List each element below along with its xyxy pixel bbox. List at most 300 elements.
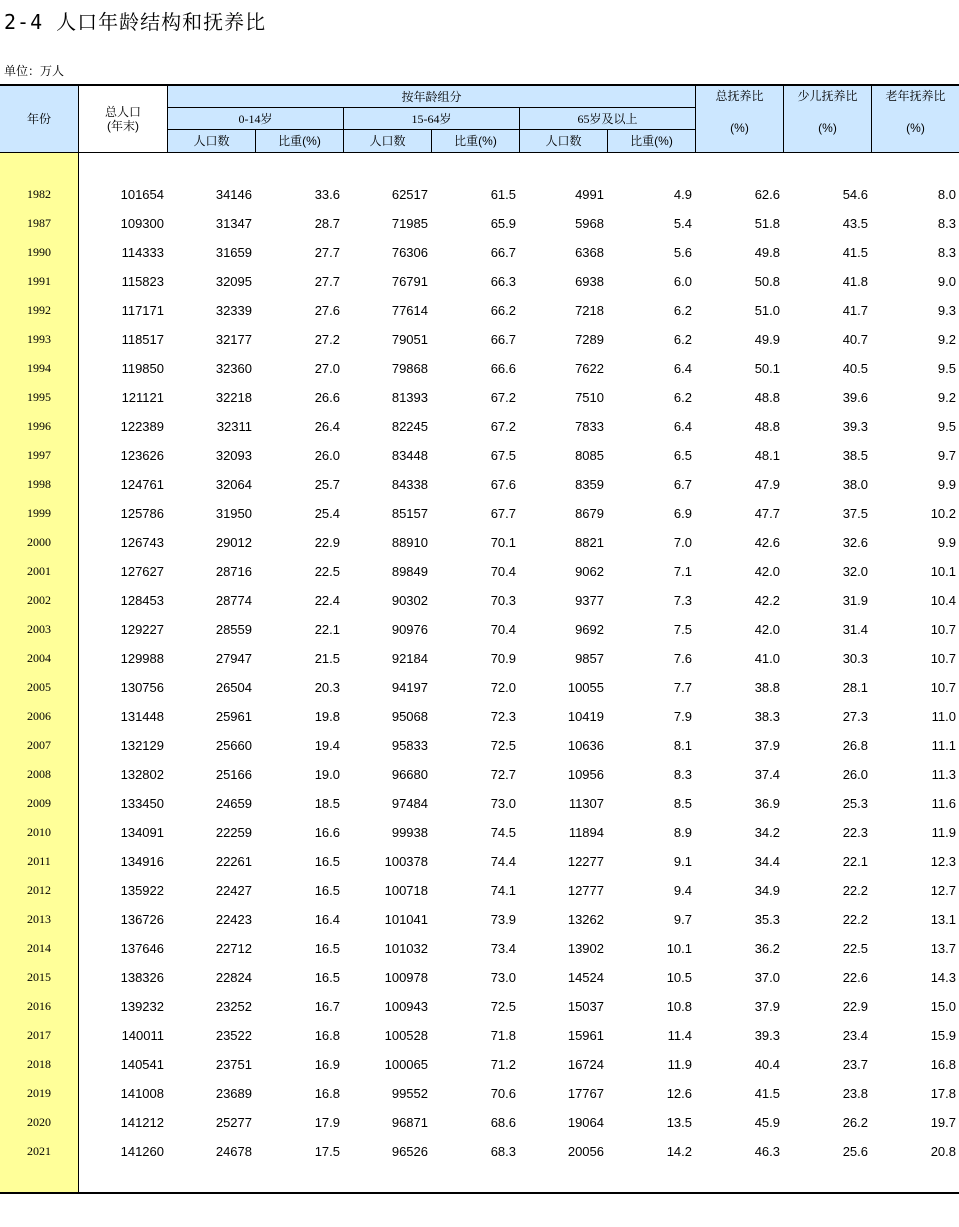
year-cell: 2020	[27, 1115, 51, 1129]
share-65-cell: 4.9	[673, 187, 692, 202]
table-bottom-rule	[0, 1192, 959, 1194]
pop-65-cell: 10419	[567, 709, 604, 724]
total-pop-cell: 122389	[120, 419, 164, 434]
pop-15-64-cell: 81393	[391, 390, 428, 405]
child-dep-cell: 22.3	[842, 825, 868, 840]
pop-15-64-cell: 82245	[391, 419, 428, 434]
pop-15-64-cell: 79868	[391, 361, 428, 376]
pop-0-14-cell: 34146	[215, 187, 252, 202]
share-0-14-cell: 17.5	[314, 1144, 340, 1159]
total-dep-cell: 47.9	[754, 477, 780, 492]
total-pop-cell: 115823	[121, 274, 164, 289]
year-cell: 2000	[27, 535, 51, 549]
share-15-64-cell: 66.3	[490, 274, 516, 289]
share-0-14-cell: 16.7	[314, 999, 340, 1014]
pop-65-cell: 7510	[575, 390, 604, 405]
header-age-65: 65岁及以上	[519, 108, 695, 130]
total-pop-cell: 132802	[120, 767, 164, 782]
old-dep-cell: 12.7	[930, 883, 956, 898]
year-cell: 1993	[27, 332, 51, 346]
child-dep-cell: 23.4	[842, 1028, 868, 1043]
pop-65-cell: 9377	[575, 593, 604, 608]
pop-0-14-cell: 29012	[215, 535, 252, 550]
pop-0-14-cell: 31347	[215, 216, 252, 231]
share-15-64-cell: 70.9	[490, 651, 516, 666]
page-title: 2-4 人口年龄结构和抚养比	[4, 10, 267, 34]
total-pop-cell: 136726	[120, 912, 164, 927]
child-dep-cell: 22.6	[842, 970, 868, 985]
share-0-14-cell: 26.4	[314, 419, 340, 434]
total-dep-cell: 39.3	[754, 1028, 780, 1043]
table-header	[0, 86, 959, 153]
child-dep-cell: 31.9	[842, 593, 868, 608]
pop-65-cell: 17767	[567, 1086, 604, 1101]
child-dep-cell: 40.5	[842, 361, 868, 376]
table-row	[0, 267, 959, 296]
total-pop-cell: 137646	[120, 941, 164, 956]
pop-65-cell: 12777	[567, 883, 604, 898]
share-65-cell: 6.5	[673, 448, 692, 463]
share-0-14-cell: 16.5	[314, 854, 340, 869]
share-65-cell: 6.4	[673, 361, 692, 376]
child-dep-cell: 27.3	[842, 709, 868, 724]
table-row	[0, 238, 959, 267]
table-row	[0, 180, 959, 209]
child-dep-cell: 26.2	[842, 1115, 868, 1130]
share-0-14-cell: 26.6	[314, 390, 340, 405]
table-row	[0, 412, 959, 441]
share-15-64-cell: 74.4	[490, 854, 516, 869]
old-dep-cell: 11.9	[931, 825, 956, 840]
share-15-64-cell: 67.2	[490, 390, 516, 405]
share-0-14-cell: 19.8	[314, 709, 340, 724]
pop-15-64-cell: 100528	[384, 1028, 428, 1043]
share-15-64-cell: 61.5	[490, 187, 516, 202]
total-dep-cell: 40.4	[754, 1057, 780, 1072]
total-pop-cell: 141212	[120, 1115, 164, 1130]
pop-15-64-cell: 90302	[391, 593, 428, 608]
pop-15-64-cell: 101032	[384, 941, 428, 956]
total-dep-cell: 36.2	[754, 941, 780, 956]
total-pop-cell: 134916	[120, 854, 164, 869]
share-15-64-cell: 72.3	[490, 709, 516, 724]
share-65-cell: 6.2	[673, 303, 692, 318]
share-65-cell: 10.5	[666, 970, 692, 985]
total-pop-cell: 118517	[121, 332, 164, 347]
pop-15-64-cell: 97484	[391, 796, 428, 811]
old-dep-cell: 14.3	[930, 970, 956, 985]
child-dep-cell: 22.2	[842, 883, 868, 898]
pop-15-64-cell: 99552	[391, 1086, 428, 1101]
total-pop-cell: 129988	[120, 651, 164, 666]
child-dep-cell: 28.1	[842, 680, 868, 695]
pop-65-cell: 8821	[575, 535, 604, 550]
share-15-64-cell: 73.4	[490, 941, 516, 956]
share-0-14-cell: 26.0	[314, 448, 340, 463]
pop-65-cell: 7622	[575, 361, 604, 376]
share-15-64-cell: 65.9	[490, 216, 516, 231]
child-dep-cell: 22.1	[842, 854, 868, 869]
table-row	[0, 1079, 959, 1108]
pop-0-14-cell: 25961	[215, 709, 252, 724]
old-dep-cell: 19.7	[930, 1115, 956, 1130]
table-row	[0, 528, 959, 557]
old-dep-cell: 9.5	[937, 419, 956, 434]
pop-65-cell: 7218	[575, 303, 604, 318]
pop-65-cell: 9692	[575, 622, 604, 637]
year-cell: 1990	[27, 245, 51, 259]
share-0-14-cell: 27.7	[314, 274, 340, 289]
pop-65-cell: 12277	[567, 854, 604, 869]
share-0-14-cell: 22.1	[314, 622, 340, 637]
total-pop-cell: 123626	[120, 448, 164, 463]
pop-65-cell: 16724	[567, 1057, 604, 1072]
old-dep-cell: 8.0	[937, 187, 956, 202]
year-cell: 2018	[27, 1057, 51, 1071]
share-0-14-cell: 22.5	[314, 564, 340, 579]
pop-0-14-cell: 25277	[215, 1115, 252, 1130]
table-row	[0, 1050, 959, 1079]
pop-65-cell: 8085	[575, 448, 604, 463]
share-65-cell: 5.6	[673, 245, 692, 260]
pop-15-64-cell: 88910	[391, 535, 428, 550]
share-15-64-cell: 73.0	[490, 970, 516, 985]
total-dep-cell: 37.9	[754, 999, 780, 1014]
header-total-pop	[78, 86, 167, 152]
year-cell: 1982	[27, 187, 51, 201]
year-cell: 1987	[27, 216, 51, 230]
pop-15-64-cell: 96526	[391, 1144, 428, 1159]
share-0-14-cell: 16.5	[314, 970, 340, 985]
total-pop-cell: 131448	[120, 709, 164, 724]
pop-15-64-cell: 96871	[391, 1115, 428, 1130]
share-15-64-cell: 73.0	[490, 796, 516, 811]
pop-15-64-cell: 100718	[384, 883, 428, 898]
table-row	[0, 963, 959, 992]
total-pop-cell: 135922	[120, 883, 164, 898]
share-65-cell: 9.4	[673, 883, 692, 898]
header-total-dep-label: 总抚养比	[715, 89, 764, 103]
pop-15-64-cell: 92184	[391, 651, 428, 666]
pop-65-cell: 13902	[567, 941, 604, 956]
old-dep-cell: 11.6	[931, 796, 956, 811]
share-15-64-cell: 73.9	[490, 912, 516, 927]
pop-15-64-cell: 83448	[391, 448, 428, 463]
total-pop-cell: 117171	[121, 303, 164, 318]
year-cell: 2002	[27, 593, 51, 607]
pop-0-14-cell: 23522	[215, 1028, 252, 1043]
total-dep-cell: 37.9	[754, 738, 780, 753]
header-share-65: 比重(%)	[607, 130, 695, 152]
child-dep-cell: 32.6	[842, 535, 868, 550]
pop-65-cell: 11307	[568, 796, 604, 811]
child-dep-cell: 31.4	[842, 622, 868, 637]
share-65-cell: 7.6	[673, 651, 692, 666]
total-dep-cell: 50.1	[754, 361, 780, 376]
total-dep-cell: 42.0	[754, 564, 780, 579]
table-row	[0, 702, 959, 731]
total-dep-cell: 48.8	[754, 419, 780, 434]
child-dep-cell: 23.8	[842, 1086, 868, 1101]
share-0-14-cell: 27.7	[314, 245, 340, 260]
total-pop-cell: 127627	[120, 564, 164, 579]
header-year: 年份	[0, 86, 78, 152]
pop-0-14-cell: 22427	[215, 883, 252, 898]
total-dep-cell: 45.9	[754, 1115, 780, 1130]
total-pop-cell: 109300	[120, 216, 164, 231]
header-old-dep-unit: (%)	[906, 121, 925, 135]
share-0-14-cell: 16.5	[314, 883, 340, 898]
pop-15-64-cell: 90976	[391, 622, 428, 637]
share-65-cell: 8.5	[673, 796, 692, 811]
total-dep-cell: 42.0	[754, 622, 780, 637]
share-65-cell: 5.4	[673, 216, 692, 231]
old-dep-cell: 9.3	[937, 303, 956, 318]
pop-65-cell: 4991	[575, 187, 604, 202]
old-dep-cell: 11.3	[931, 767, 956, 782]
pop-0-14-cell: 22259	[215, 825, 252, 840]
year-cell: 2006	[27, 709, 51, 723]
year-cell: 2004	[27, 651, 51, 665]
child-dep-cell: 22.2	[842, 912, 868, 927]
total-dep-cell: 36.9	[754, 796, 780, 811]
total-dep-cell: 62.6	[754, 187, 780, 202]
pop-65-cell: 14524	[567, 970, 604, 985]
pop-15-64-cell: 85157	[391, 506, 428, 521]
old-dep-cell: 9.9	[937, 535, 956, 550]
total-dep-cell: 41.0	[754, 651, 780, 666]
header-age-0-14: 0-14岁	[167, 108, 343, 130]
total-pop-cell: 119850	[121, 361, 164, 376]
year-cell: 2008	[27, 767, 51, 781]
table-row	[0, 1108, 959, 1137]
year-cell: 2005	[27, 680, 51, 694]
pop-0-14-cell: 23751	[215, 1057, 252, 1072]
total-pop-cell: 141008	[120, 1086, 164, 1101]
child-dep-cell: 23.7	[842, 1057, 868, 1072]
share-15-64-cell: 68.6	[490, 1115, 516, 1130]
pop-0-14-cell: 22712	[215, 941, 252, 956]
pop-15-64-cell: 76791	[391, 274, 428, 289]
table-row	[0, 383, 959, 412]
share-0-14-cell: 16.6	[314, 825, 340, 840]
total-dep-cell: 46.3	[754, 1144, 780, 1159]
share-65-cell: 7.9	[673, 709, 692, 724]
old-dep-cell: 11.1	[931, 738, 956, 753]
pop-0-14-cell: 32093	[215, 448, 252, 463]
share-0-14-cell: 25.4	[314, 506, 340, 521]
year-cell: 2010	[27, 825, 51, 839]
total-pop-cell: 130756	[120, 680, 164, 695]
child-dep-cell: 25.6	[842, 1144, 868, 1159]
share-0-14-cell: 16.9	[314, 1057, 340, 1072]
year-cell: 1998	[27, 477, 51, 491]
share-15-64-cell: 70.4	[490, 622, 516, 637]
total-dep-cell: 34.9	[754, 883, 780, 898]
header-total-pop-label: 总人口	[104, 105, 141, 119]
header-pop-count-65: 人口数	[519, 130, 607, 152]
total-dep-cell: 37.0	[754, 970, 780, 985]
header-pop-count-0-14: 人口数	[167, 130, 255, 152]
table-row	[0, 789, 959, 818]
old-dep-cell: 12.3	[930, 854, 956, 869]
child-dep-cell: 38.5	[842, 448, 868, 463]
old-dep-cell: 16.8	[930, 1057, 956, 1072]
share-15-64-cell: 70.3	[490, 593, 516, 608]
total-pop-cell: 140541	[120, 1057, 164, 1072]
old-dep-cell: 13.7	[930, 941, 956, 956]
table-row	[0, 992, 959, 1021]
share-15-64-cell: 66.6	[490, 361, 516, 376]
old-dep-cell: 13.1	[930, 912, 956, 927]
old-dep-cell: 10.2	[930, 506, 956, 521]
pop-0-14-cell: 27947	[215, 651, 252, 666]
share-15-64-cell: 67.6	[490, 477, 516, 492]
share-0-14-cell: 33.6	[314, 187, 340, 202]
year-cell: 2003	[27, 622, 51, 636]
total-dep-cell: 37.4	[754, 767, 780, 782]
pop-65-cell: 8359	[575, 477, 604, 492]
share-65-cell: 9.1	[673, 854, 692, 869]
header-pop-count-15-64: 人口数	[343, 130, 431, 152]
pop-15-64-cell: 100065	[384, 1057, 428, 1072]
share-65-cell: 12.6	[666, 1086, 692, 1101]
pop-0-14-cell: 32339	[215, 303, 252, 318]
total-pop-cell: 139232	[120, 999, 164, 1014]
share-65-cell: 7.7	[673, 680, 692, 695]
total-dep-cell: 49.9	[754, 332, 780, 347]
table-row	[0, 1021, 959, 1050]
total-pop-cell: 132129	[120, 738, 164, 753]
pop-65-cell: 9062	[575, 564, 604, 579]
child-dep-cell: 40.7	[842, 332, 868, 347]
pop-0-14-cell: 28716	[215, 564, 252, 579]
child-dep-cell: 26.8	[842, 738, 868, 753]
pop-0-14-cell: 28774	[215, 593, 252, 608]
year-cell: 2016	[27, 999, 51, 1013]
pop-15-64-cell: 100943	[384, 999, 428, 1014]
share-65-cell: 11.4	[667, 1028, 692, 1043]
table-row	[0, 615, 959, 644]
share-15-64-cell: 71.2	[490, 1057, 516, 1072]
share-0-14-cell: 27.0	[314, 361, 340, 376]
header-share-15-64: 比重(%)	[431, 130, 519, 152]
old-dep-cell: 8.3	[937, 245, 956, 260]
share-15-64-cell: 72.5	[490, 738, 516, 753]
share-15-64-cell: 67.2	[490, 419, 516, 434]
pop-65-cell: 20056	[567, 1144, 604, 1159]
child-dep-cell: 37.5	[842, 506, 868, 521]
share-0-14-cell: 27.2	[314, 332, 340, 347]
year-cell: 2011	[27, 854, 51, 868]
table-row	[0, 325, 959, 354]
total-pop-cell: 128453	[120, 593, 164, 608]
old-dep-cell: 10.7	[930, 680, 956, 695]
pop-65-cell: 5968	[575, 216, 604, 231]
share-0-14-cell: 16.8	[314, 1028, 340, 1043]
child-dep-cell: 30.3	[842, 651, 868, 666]
table-row	[0, 557, 959, 586]
share-65-cell: 6.0	[673, 274, 692, 289]
header-total-pop-sub: (年末)	[107, 119, 139, 133]
table-row	[0, 499, 959, 528]
total-dep-cell: 47.7	[754, 506, 780, 521]
pop-15-64-cell: 89849	[391, 564, 428, 579]
pop-65-cell: 7289	[575, 332, 604, 347]
child-dep-cell: 39.6	[842, 390, 868, 405]
pop-15-64-cell: 84338	[391, 477, 428, 492]
share-0-14-cell: 16.8	[314, 1086, 340, 1101]
year-cell: 1997	[27, 448, 51, 462]
old-dep-cell: 10.1	[930, 564, 956, 579]
old-dep-cell: 9.2	[937, 332, 956, 347]
share-65-cell: 8.1	[673, 738, 692, 753]
child-dep-cell: 43.5	[842, 216, 868, 231]
year-cell: 2019	[27, 1086, 51, 1100]
total-pop-cell: 134091	[120, 825, 164, 840]
pop-15-64-cell: 100378	[384, 854, 428, 869]
table-row	[0, 209, 959, 238]
year-cell: 2015	[27, 970, 51, 984]
pop-15-64-cell: 100978	[384, 970, 428, 985]
share-15-64-cell: 70.4	[490, 564, 516, 579]
share-15-64-cell: 74.5	[490, 825, 516, 840]
pop-15-64-cell: 71985	[391, 216, 428, 231]
pop-15-64-cell: 96680	[391, 767, 428, 782]
year-cell: 1995	[27, 390, 51, 404]
share-65-cell: 6.9	[673, 506, 692, 521]
header-by-age: 按年龄组分	[167, 86, 695, 108]
pop-65-cell: 11894	[568, 825, 604, 840]
old-dep-cell: 8.3	[937, 216, 956, 231]
table-row	[0, 934, 959, 963]
pop-0-14-cell: 22423	[215, 912, 252, 927]
pop-65-cell: 10636	[567, 738, 604, 753]
share-65-cell: 7.3	[673, 593, 692, 608]
pop-15-64-cell: 94197	[391, 680, 428, 695]
share-0-14-cell: 18.5	[314, 796, 340, 811]
pop-0-14-cell: 23252	[215, 999, 252, 1014]
year-cell: 2017	[27, 1028, 51, 1042]
share-0-14-cell: 19.0	[314, 767, 340, 782]
share-15-64-cell: 66.7	[490, 245, 516, 260]
unit-label: 单位：万人	[4, 64, 65, 78]
pop-0-14-cell: 31950	[215, 506, 252, 521]
pop-65-cell: 10956	[567, 767, 604, 782]
pop-0-14-cell: 25166	[215, 767, 252, 782]
share-15-64-cell: 72.7	[490, 767, 516, 782]
total-pop-cell: 129227	[120, 622, 164, 637]
total-pop-cell: 121121	[121, 390, 164, 405]
share-65-cell: 6.4	[673, 419, 692, 434]
old-dep-cell: 9.5	[937, 361, 956, 376]
pop-65-cell: 9857	[575, 651, 604, 666]
table-row	[0, 876, 959, 905]
year-cell: 1991	[27, 274, 51, 288]
year-cell: 2014	[27, 941, 51, 955]
pop-65-cell: 19064	[567, 1115, 604, 1130]
old-dep-cell: 10.4	[930, 593, 956, 608]
pop-65-cell: 6368	[575, 245, 604, 260]
total-pop-cell: 124761	[120, 477, 164, 492]
share-65-cell: 9.7	[673, 912, 692, 927]
old-dep-cell: 9.7	[937, 448, 956, 463]
total-pop-cell: 133450	[120, 796, 164, 811]
share-65-cell: 7.1	[673, 564, 692, 579]
child-dep-cell: 32.0	[842, 564, 868, 579]
pop-0-14-cell: 32095	[215, 274, 252, 289]
share-0-14-cell: 21.5	[314, 651, 340, 666]
